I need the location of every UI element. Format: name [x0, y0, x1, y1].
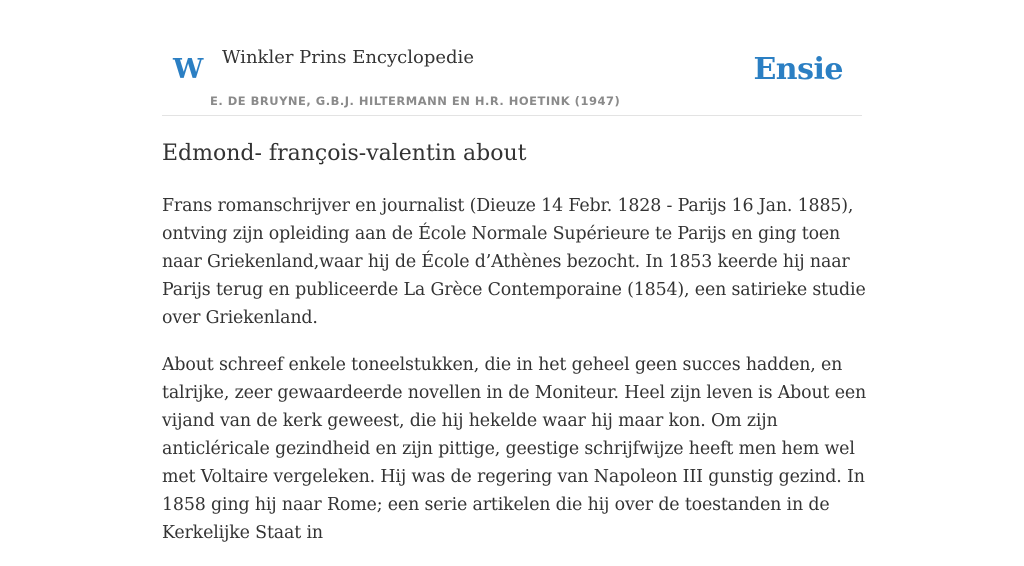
publication-title-link[interactable]: Winkler Prins Encyclopedie — [222, 47, 474, 68]
publication-header — [162, 30, 862, 116]
article-title: Edmond- françois-valentin about — [162, 141, 527, 166]
publication-authors: E. DE BRUYNE, G.B.J. HILTERMANN EN H.R. HOETINK (1947) — [210, 94, 621, 108]
article-paragraph: Frans romanschrijver en journalist (Dieuze 14 Febr. 1828 - Parijs 16 Jan. 1885), ontving zijn opleiding aan de École Normale Supérieure te Parijs en ging toen naar Griekenland,waar hij de École d’Athènes bezocht. In 1853 keerde hij naar Parijs terug en publiceerde La Grèce Contemporaine (1854), een satirieke studie over Griekenland. — [162, 196, 866, 328]
article-paragraph: About schreef enkele toneelstukken, die in het geheel geen succes hadden, en talrijke, zeer gewaardeerde novellen in de Moniteur. Heel zijn leven is About een vijand van de kerk geweest, die hij hekelde waar hij maar kon. Om zijn anticléricale gezindheid en zijn pittige, geestige schrijfwijze heeft men hem wel met Voltaire vergeleken. Hij was de regering van Napoleon III gunstig gezind. In 1858 ging hij naar Rome; een serie artikelen die hij over de toestanden in de Kerkelijke Staat in — [162, 355, 867, 543]
winkler-prins-logo[interactable]: W — [173, 54, 204, 85]
ensie-brand-logo[interactable]: Ensie — [753, 52, 843, 87]
article-body — [162, 192, 867, 566]
